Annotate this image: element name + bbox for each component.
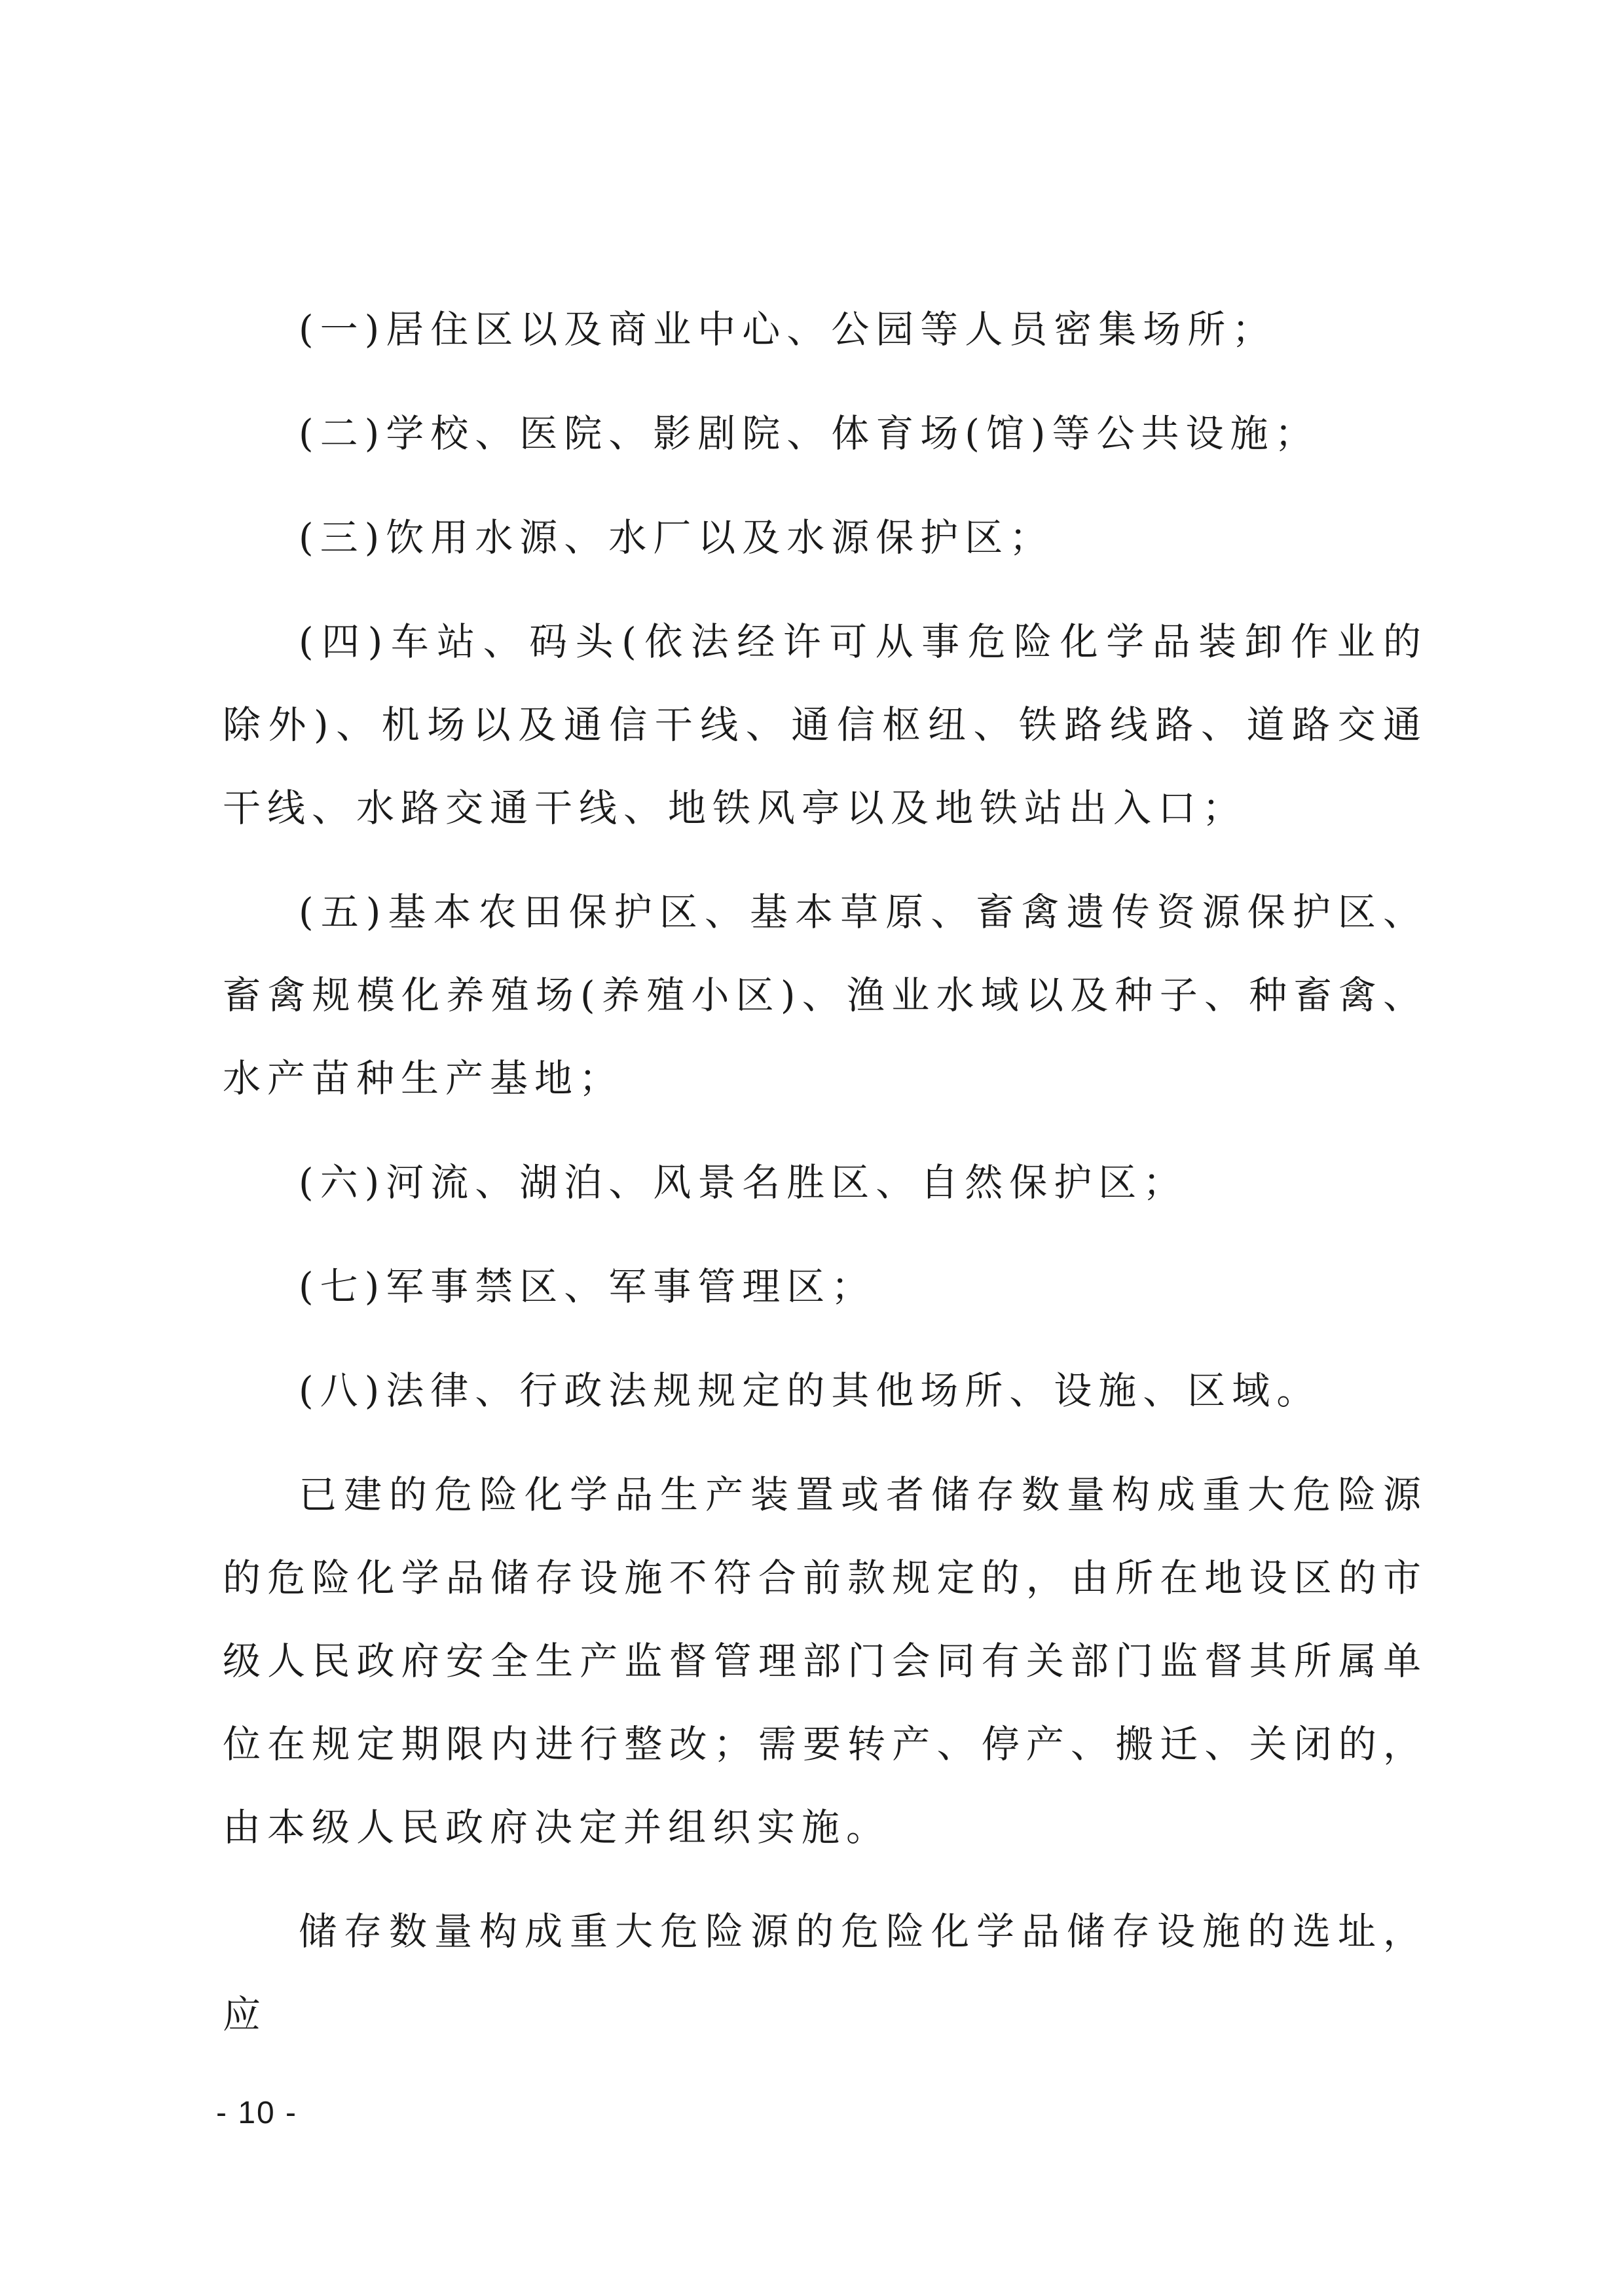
list-item-4: (四)车站、码头(依法经许可从事危险化学品装卸作业的除外)、机场以及通信干线、通信枢纽、铁路线路、道路交通干线、水路交通干线、地铁风亭以及地铁站出入口； — [223, 619, 1428, 830]
page-number: - 10 - — [216, 2096, 298, 2130]
list-item-6: (六)河流、湖泊、风景名胜区、自然保护区； — [299, 1160, 1188, 1205]
paragraph-site-selection: 储存数量构成重大危险源的危险化学品储存设施的选址，应 — [223, 1909, 1428, 2037]
list-item-7: (七)军事禁区、军事管理区； — [299, 1264, 876, 1309]
list-item-1: (一)居住区以及商业中心、公园等人员密集场所； — [299, 307, 1277, 352]
list-item-5: (五)基本农田保护区、基本草原、畜禽遗传资源保护区、畜禽规模化养殖场(养殖小区)、渔业水域以及种子、种畜禽、水产苗种生产基地； — [223, 890, 1428, 1101]
list-item-8: (八)法律、行政法规规定的其他场所、设施、区域。 — [299, 1368, 1321, 1413]
body-text — [223, 288, 1428, 2077]
list-item-2: (二)学校、医院、影剧院、体育场(馆)等公共设施； — [299, 411, 1320, 456]
list-item-3: (三)饮用水源、水厂以及水源保护区； — [299, 515, 1054, 560]
paragraph-rectification: 已建的危险化学品生产装置或者储存数量构成重大危险源的危险化学品储存设施不符合前款规定的，由所在地设区的市级人民政府安全生产监督管理部门会同有关部门监督其所属单位在规定期限内进行整改；需要转产、停产、搬迁、关闭的，由本级人民政府决定并组织实施。 — [223, 1472, 1428, 1850]
